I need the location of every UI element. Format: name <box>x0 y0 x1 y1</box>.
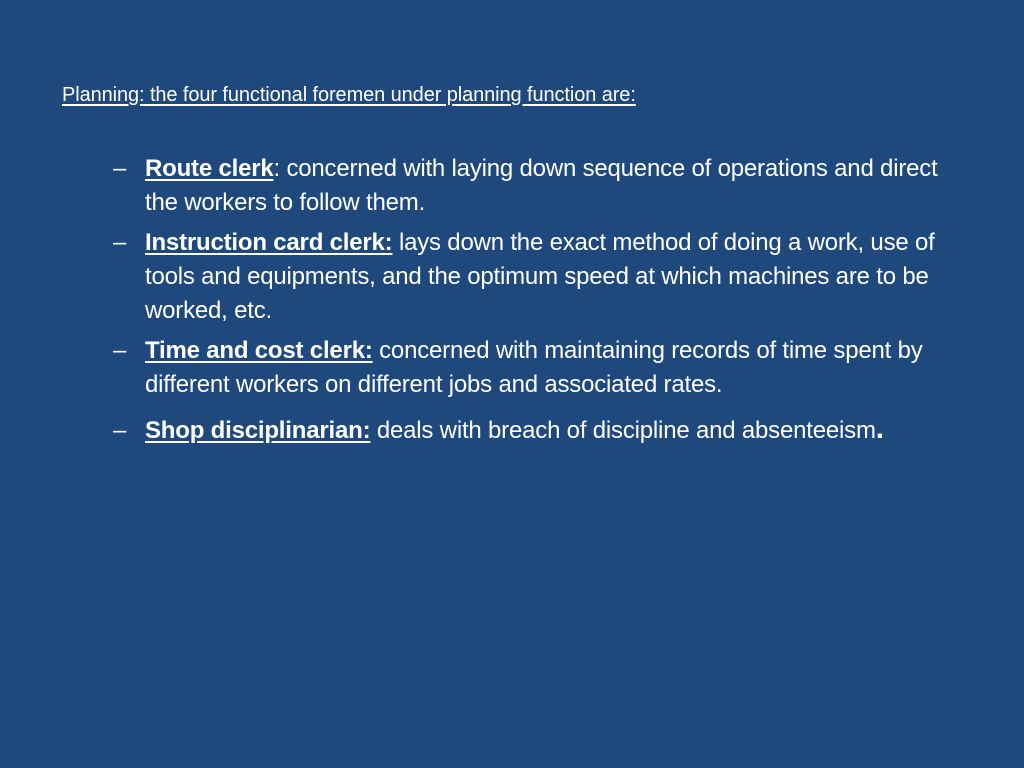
bullet-term: Instruction card clerk: <box>145 229 393 256</box>
slide-heading: Planning: the four functional foremen under planning function are: <box>62 84 636 106</box>
bullet-item-route-clerk <box>113 152 963 220</box>
bullet-description: deals with breach of discipline and absenteeism <box>370 417 876 444</box>
bullet-term: Time and cost clerk: <box>145 337 373 364</box>
dash-bullet-icon: – <box>113 337 127 364</box>
bullet-item-instruction-card-clerk <box>113 226 963 328</box>
bullet-item-shop-disciplinarian <box>113 414 963 448</box>
bullet-description: concerned with laying down sequence of operations and direct the workers to follow them. <box>145 155 938 216</box>
dash-bullet-icon: – <box>113 229 127 256</box>
bullet-description: concerned with maintaining records of time spent by different workers on different jobs and associated rates. <box>145 337 923 398</box>
bullet-item-time-and-cost-clerk <box>113 334 963 402</box>
dash-bullet-icon: – <box>113 155 127 182</box>
bullet-term: Route clerk <box>145 155 274 182</box>
bullet-description: lays down the exact method of doing a work, use of tools and equipments, and the optimum speed at which machines are to be worked, etc. <box>145 229 935 324</box>
bullet-separator: : <box>273 155 280 182</box>
bullet-list <box>113 152 963 454</box>
dash-bullet-icon: – <box>113 417 127 444</box>
trailing-period: . <box>875 412 884 445</box>
bullet-term: Shop disciplinarian: <box>145 417 371 444</box>
